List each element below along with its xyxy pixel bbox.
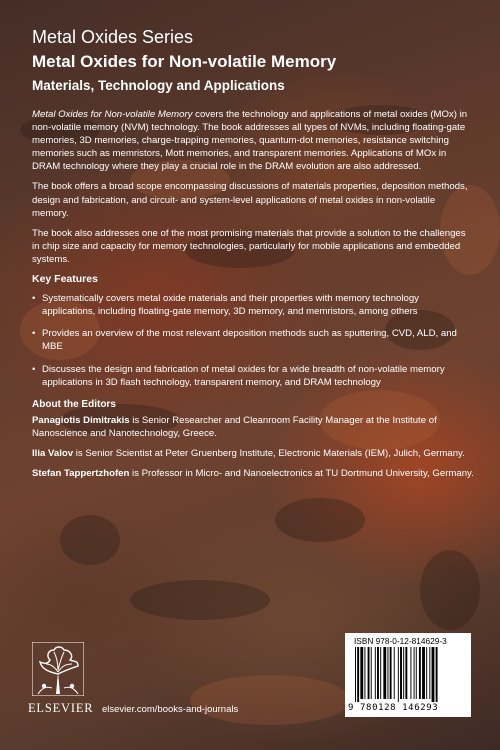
editor-name: Ilia Valov <box>32 447 74 459</box>
barcode-bar <box>364 647 365 699</box>
barcode-bar <box>422 647 425 699</box>
isbn-barcode-box <box>345 633 471 717</box>
editor-name: Stefan Tappertzhofen <box>32 468 130 480</box>
barcode-bar <box>394 647 395 699</box>
description-paragraph-2: The book offers a broad scope encompassing discussions of materials properties, deposition methods, design and fabrication, and circuit- and system-level applications of metal oxides in non-volatile memory. <box>32 181 468 219</box>
barcode-bar <box>405 647 407 699</box>
bullet-icon: • <box>32 363 36 375</box>
barcode-bar <box>390 647 392 699</box>
barcode-bar <box>357 647 359 702</box>
editor-bio-text: is Professor in Micro- and Nanoelectronics at TU Dortmund University, Germany. <box>129 468 474 480</box>
barcode-digits: 9 780128 146293 <box>348 703 439 713</box>
key-feature-text: Systematically covers metal oxide materials and their properties with memory technology applications, including floating-gate memory, 3D memory, and memristors, among others <box>42 293 419 318</box>
barcode-bar <box>375 647 376 699</box>
barcode-bar <box>387 647 388 699</box>
editor-bio <box>32 447 474 460</box>
publisher-name: ELSEVIER <box>28 701 94 715</box>
description-paragraph-1 <box>32 108 474 173</box>
barcode-bar <box>368 647 370 699</box>
series-title: Metal Oxides Series <box>32 27 194 47</box>
publisher-url[interactable]: elsevier.com/books-and-journals <box>102 704 239 715</box>
barcode-bar <box>360 647 363 699</box>
barcode-bar <box>419 647 421 699</box>
book-subtitle: Materials, Technology and Applications <box>32 78 285 93</box>
key-feature-item <box>32 327 474 353</box>
bullet-icon: • <box>32 328 36 340</box>
barcode-bar <box>416 647 417 699</box>
barcode-bar <box>383 647 386 699</box>
key-feature-item <box>32 292 474 318</box>
about-editors-heading: About the Editors <box>32 398 116 410</box>
barcode-bar <box>429 647 430 699</box>
key-feature-text: Discusses the design and fabrication of metal oxides for a wide breadth of non-volatile memory applications in 3D flash technology, transparent memory, and DRAM technology <box>42 363 445 388</box>
barcode-bar <box>355 647 356 702</box>
barcode-bar <box>426 647 427 699</box>
key-feature-text: Provides an overview of the most relevant deposition methods such as sputtering, CVD, ALD, and MBE <box>42 328 457 353</box>
key-features-heading: Key Features <box>32 273 98 286</box>
editor-bio-text: is Senior Scientist at Peter Gruenberg Institute, Electronic Materials (IEM), Julich, Germany. <box>73 447 465 459</box>
elsevier-tree-logo <box>32 642 84 696</box>
barcode-bar <box>380 647 381 699</box>
barcode-bar <box>432 647 435 702</box>
barcode-bar <box>410 647 411 699</box>
isbn-label: ISBN 978-0-12-814629-3 <box>354 636 447 646</box>
description-text-1: covers the technology and applications of metal oxides (MOx) in non-volatile memory (NVM) technology. The book addresses all types of NVMs, including floating-gate memories, 3D memories, charge-trapping memories, quantum-dot memories, resistance switching memories such as memristors, Mott memories, and transparent memories. Applications of MOx in DRAM technology where they play a crucial role in the DRAM evolution are also addressed. <box>32 109 468 173</box>
barcode-bar <box>436 647 438 702</box>
book-title: Metal Oxides for Non-volatile Memory <box>32 52 337 71</box>
editor-name: Panagiotis Dimitrakis <box>32 414 130 426</box>
editor-bio <box>32 414 474 440</box>
barcode <box>354 647 464 702</box>
bullet-icon: • <box>32 293 36 305</box>
key-features-list <box>32 292 474 389</box>
barcode-bar <box>371 647 372 699</box>
description-book-title: Metal Oxides for Non-volatile Memory <box>32 109 193 120</box>
barcode-bar <box>414 647 415 699</box>
key-feature-item <box>32 363 474 389</box>
editor-bio-text: is Senior Researcher and Cleanroom Facility Manager at the Institute of Nanoscience and Nanotechnology, Greece. <box>32 414 437 439</box>
back-cover-text <box>32 108 474 487</box>
barcode-bar <box>400 647 402 699</box>
editor-bio <box>32 467 474 480</box>
barcode-bar <box>403 647 404 699</box>
barcode-bar <box>377 647 379 699</box>
barcode-bar <box>398 647 399 702</box>
description-paragraph-3: The book also addresses one of the most promising materials that provide a solution to the challenges in chip size and capacity for memory technologies, particularly for mobile applications and embedded systems. <box>32 227 466 265</box>
